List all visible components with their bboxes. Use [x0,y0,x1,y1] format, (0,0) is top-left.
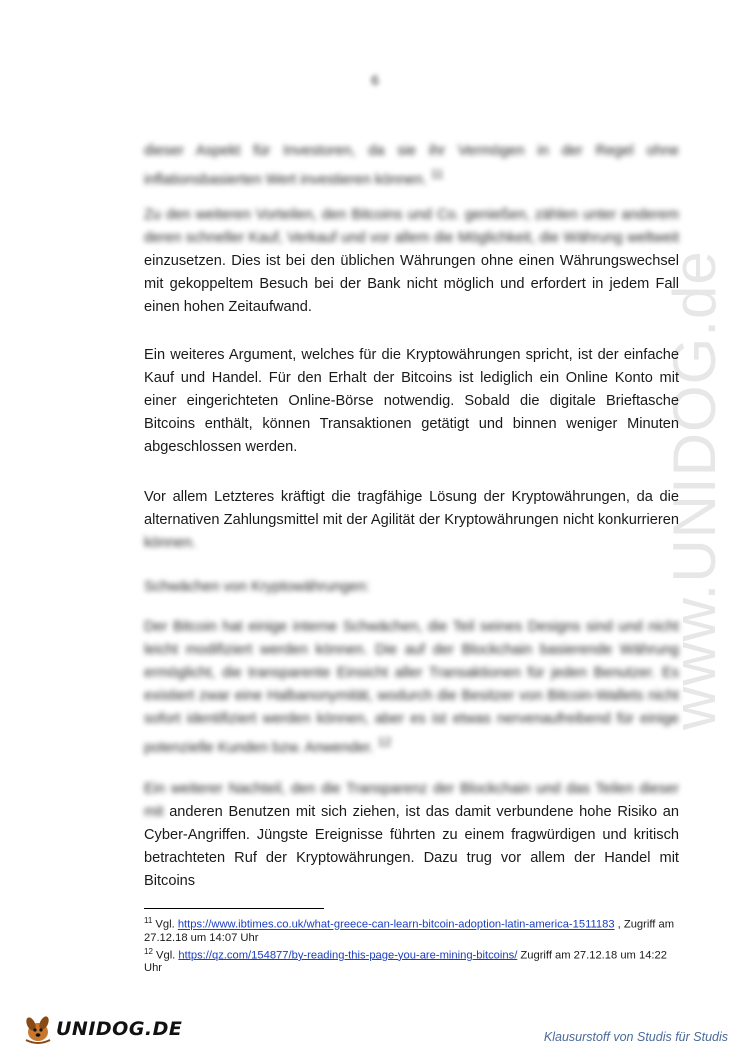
footnote-prefix: Vgl. [155,918,175,931]
paragraph-5-text: Der Bitcoin hat einige interne Schwächen, die Teil seines Designs sind und nicht leicht modifiziert werden können. Die auf der Blockchain basierende Währung ermöglicht, die transparente Einsicht aller Transaktionen für jeden Benutzer. Es existiert zwar eine Halbanonymität, wodurch die Besitzer von Bitcoin-Wallets nicht sofort identifiziert werden können, aber es ist etwas nervenaufreibend für einige potenzielle Kunden bzw. Anwender. [144,619,679,756]
footnote-suffix: Zugriff am 27.12.18 um 14:22 Uhr [144,949,667,975]
section-heading: Schwächen von Kryptowährungen: [144,579,370,595]
footnote-ref-12: 12 [377,735,392,749]
footer-tagline: Klausurstoff von Studis für Studis [543,1030,728,1044]
footnote-ref-11: 11 [430,167,444,181]
footnote-prefix: Vgl. [156,949,176,962]
footnote-divider [144,908,324,909]
footnote-suffix: , Zugriff am 27.12.18 um 14:07 Uhr [144,918,675,944]
paragraph-5 [144,616,679,760]
paragraph-2 [144,204,679,319]
footnote-12 [144,945,679,976]
paragraph-4-text: Vor allem Letzteres kräftigt die tragfähige Lösung der Kryptowährungen, da die alternativen Zahlungsmittel mit der Agilität der Kryptowährungen nicht konkurrieren [144,489,679,528]
paragraph-1-text: dieser Aspekt für Investoren, da sie ihr Vermögen in der Regel ohne inflationsbasierten Wert investieren können. [144,143,679,188]
paragraph-1 [144,140,679,192]
paragraph-4-blurred: können. [144,535,196,551]
footnote-11 [144,914,679,945]
paragraph-4 [144,486,679,555]
paragraph-2-text: einzusetzen. Dies ist bei den üblichen Währungen ohne einen Währungswechsel mit gekoppeltem Besuch bei der Bank nicht möglich und erfordert in jedem Fall einen hohen Zeitaufwand. [144,253,679,315]
footnotes [144,914,679,975]
paragraph-6-blurred: Ein weiterer Nachteil, den die Transparenz der Blockchain und das Teilen dieser mit [144,781,679,820]
logo-text: UNIDOG.DE [56,1018,183,1040]
dog-icon [20,1012,54,1046]
paragraph-6 [144,778,679,893]
page-number: 6 [371,72,379,88]
paragraph-6-text: anderen Benutzen mit sich ziehen, ist das damit verbundene hohe Risiko an Cyber-Angriffen. Jüngste Ereignisse führten zu einem fragwürdigen und kritisch betrachteten Ruf der Kryptowährungen. Dazu trug vor allem der Handel mit Bitcoins [144,804,679,889]
footnote-link[interactable]: https://qz.com/154877/by-reading-this-page-you-are-mining-bitcoins/ [178,949,518,962]
paragraph-2-blurred: Zu den weiteren Vorteilen, den Bitcoins und Co. genießen, zählen unter anderem deren schneller Kauf, Verkauf und vor allem die Möglichkeit, die Währung weltweit [144,207,679,246]
footer-logo [20,1012,182,1046]
footnote-number: 11 [144,916,153,925]
watermark-text: www.UNIDOG.de [661,250,728,730]
footnote-number: 12 [144,946,153,956]
footnote-link[interactable]: https://www.ibtimes.co.uk/what-greece-can-learn-bitcoin-adoption-latin-america-1511183 [177,918,615,931]
paragraph-3: Ein weiteres Argument, welches für die Kryptowährungen spricht, ist der einfache Kauf und Handel. Für den Erhalt der Bitcoins ist lediglich ein Online Konto mit einer eingerichteten Online-Börse notwendig. Sobald die digitale Brieftasche Bitcoins enthält, können Transaktionen getätigt und binnen weniger Minuten abgeschlossen werden. [144,347,679,455]
